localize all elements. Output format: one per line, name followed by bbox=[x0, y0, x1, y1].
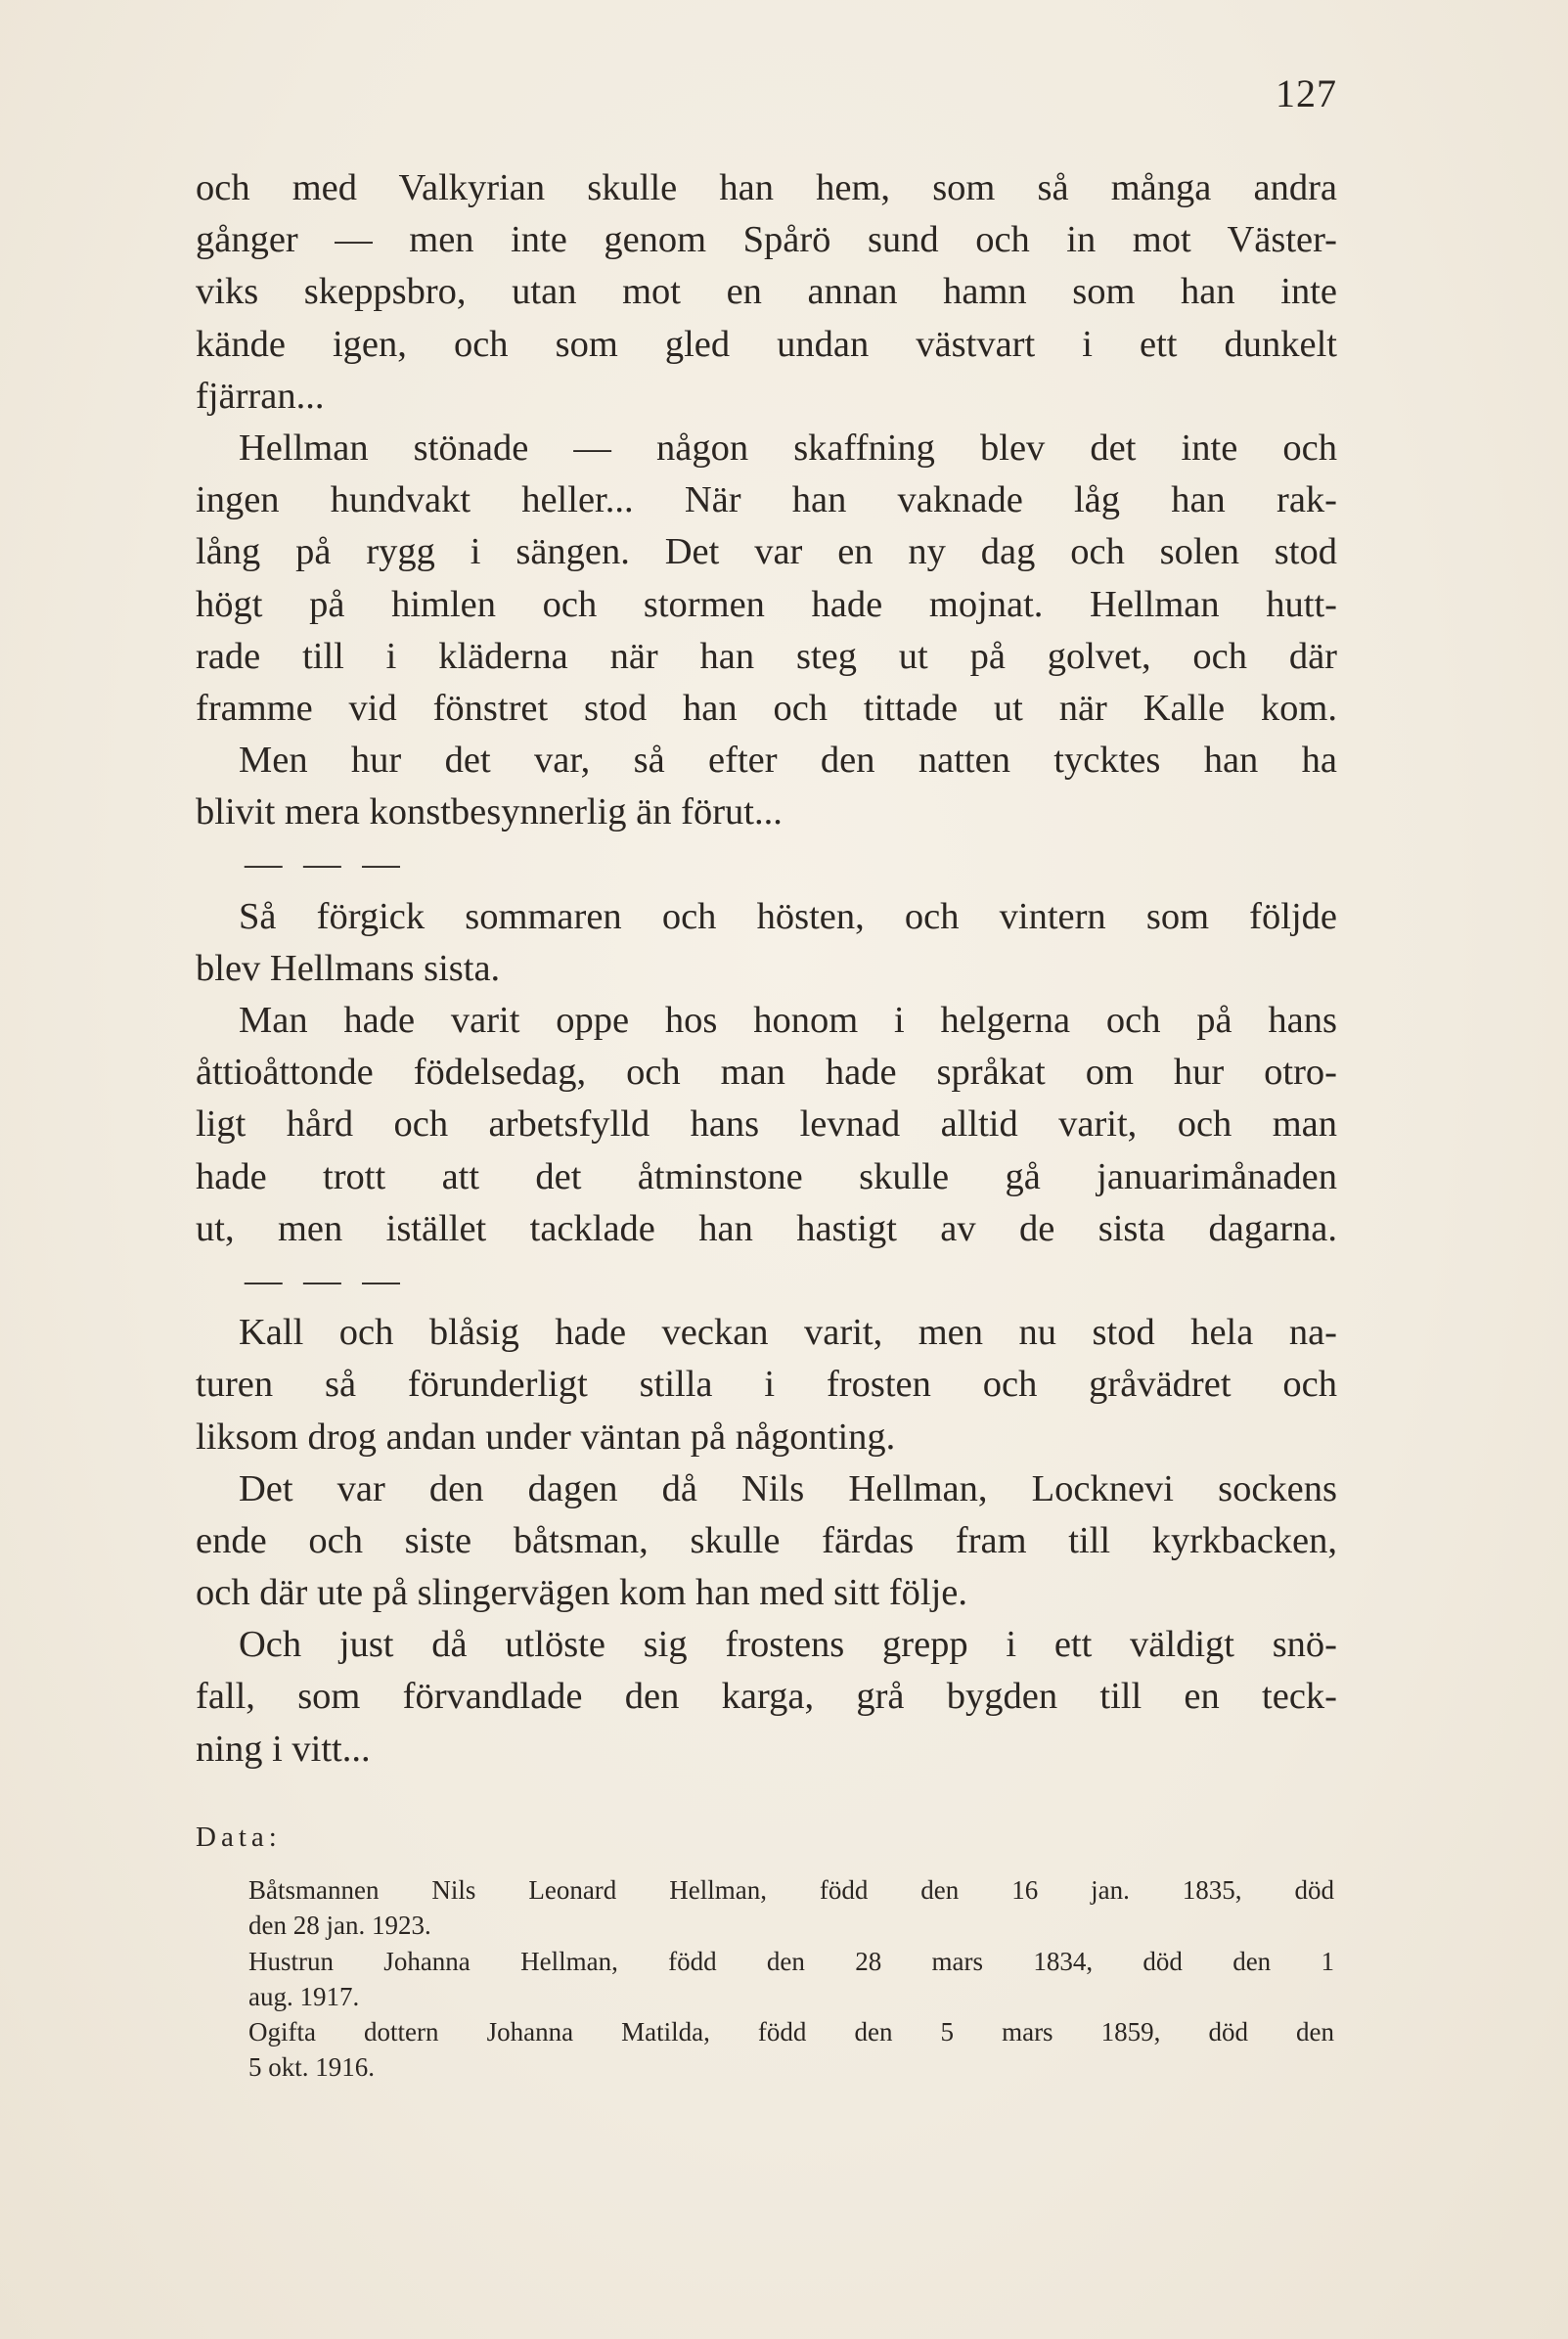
text-line: lång på rygg i sängen. Det var en ny dag och solen stod bbox=[196, 531, 1337, 573]
text-line: åttioåttonde födelsedag, och man hade språkat om hur otro- bbox=[196, 1052, 1337, 1094]
paragraph bbox=[196, 162, 1337, 423]
data-line: den 28 jan. 1923. bbox=[248, 1911, 431, 1941]
text-line: blev Hellmans sista. bbox=[196, 947, 501, 989]
paragraph bbox=[196, 1619, 1337, 1776]
page-number: 127 bbox=[1276, 71, 1337, 115]
paragraph bbox=[196, 423, 1337, 735]
text-line: ut, men istället tacklade han hastigt av de sista dagarna. bbox=[196, 1207, 1337, 1249]
text-line: ning i vitt... bbox=[196, 1728, 371, 1770]
paragraph bbox=[196, 1307, 1337, 1463]
data-line: Ogifta dottern Johanna Matilda, född den 5 mars 1859, död den bbox=[248, 2017, 1334, 2047]
text-line: kände igen, och som gled undan västvart i ett dunkelt bbox=[196, 323, 1337, 365]
text-line: viks skeppsbro, utan mot en annan hamn som han inte bbox=[196, 271, 1337, 313]
paragraph bbox=[196, 1463, 1337, 1620]
section-separator: — — — bbox=[245, 843, 406, 885]
text-line: turen så förunderligt stilla i frosten och gråvädret och bbox=[196, 1364, 1337, 1406]
text-line: hade trott att det åtminstone skulle gå januarimånaden bbox=[196, 1155, 1337, 1197]
text-line: Och just då utlöste sig frostens grepp i ett väldigt snö- bbox=[239, 1624, 1337, 1666]
paragraph bbox=[196, 891, 1337, 995]
data-section bbox=[248, 1872, 1334, 2086]
text-line: högt på himlen och stormen hade mojnat. Hellman hutt- bbox=[196, 583, 1337, 625]
data-line: Båtsmannen Nils Leonard Hellman, född den 16 jan. 1835, död bbox=[248, 1875, 1334, 1905]
data-line: aug. 1917. bbox=[248, 1981, 360, 2011]
text-line: fjärran... bbox=[196, 375, 325, 417]
paragraph bbox=[196, 995, 1337, 1255]
text-line: ingen hundvakt heller... När han vaknade låg han rak- bbox=[196, 479, 1337, 521]
text-line: Så förgick sommaren och hösten, och vintern som följde bbox=[239, 895, 1337, 937]
data-line: Hustrun Johanna Hellman, född den 28 mars 1834, död den 1 bbox=[248, 1946, 1334, 1976]
data-line: 5 okt. 1916. bbox=[248, 2052, 376, 2083]
text-line: framme vid fönstret stod han och tittade ut när Kalle kom. bbox=[196, 687, 1337, 729]
text-line: Hellman stönade — någon skaffning blev det inte och bbox=[239, 427, 1337, 469]
text-line: gånger — men inte genom Spårö sund och in mot Väster- bbox=[196, 219, 1337, 261]
text-line: rade till i kläderna när han steg ut på golvet, och där bbox=[196, 635, 1337, 677]
text-line: liksom drog andan under väntan på någonting. bbox=[196, 1416, 896, 1458]
paragraph bbox=[196, 735, 1337, 838]
text-line: Kall och blåsig hade veckan varit, men nu stod hela na- bbox=[239, 1312, 1337, 1354]
body-text bbox=[196, 162, 1337, 1776]
text-line: Det var den dagen då Nils Hellman, Locknevi sockens bbox=[239, 1467, 1337, 1509]
text-line: Man hade varit oppe hos honom i helgerna och på hans bbox=[239, 1000, 1337, 1041]
text-line: fall, som förvandlade den karga, grå bygden till en teck- bbox=[196, 1676, 1337, 1718]
section-separator: — — — bbox=[245, 1259, 406, 1301]
text-line: och med Valkyrian skulle han hem, som så många andra bbox=[196, 167, 1337, 208]
text-line: ligt hård och arbetsfylld hans levnad alltid varit, och man bbox=[196, 1103, 1337, 1146]
text-line: ende och siste båtsman, skulle färdas fram till kyrkbacken, bbox=[196, 1519, 1337, 1561]
data-section-label: Data: bbox=[196, 1822, 282, 1853]
text-line: Men hur det var, så efter den natten tycktes han ha bbox=[239, 740, 1337, 782]
text-line: blivit mera konstbesynnerlig än förut... bbox=[196, 791, 783, 833]
text-line: och där ute på slingervägen kom han med sitt följe. bbox=[196, 1572, 968, 1614]
